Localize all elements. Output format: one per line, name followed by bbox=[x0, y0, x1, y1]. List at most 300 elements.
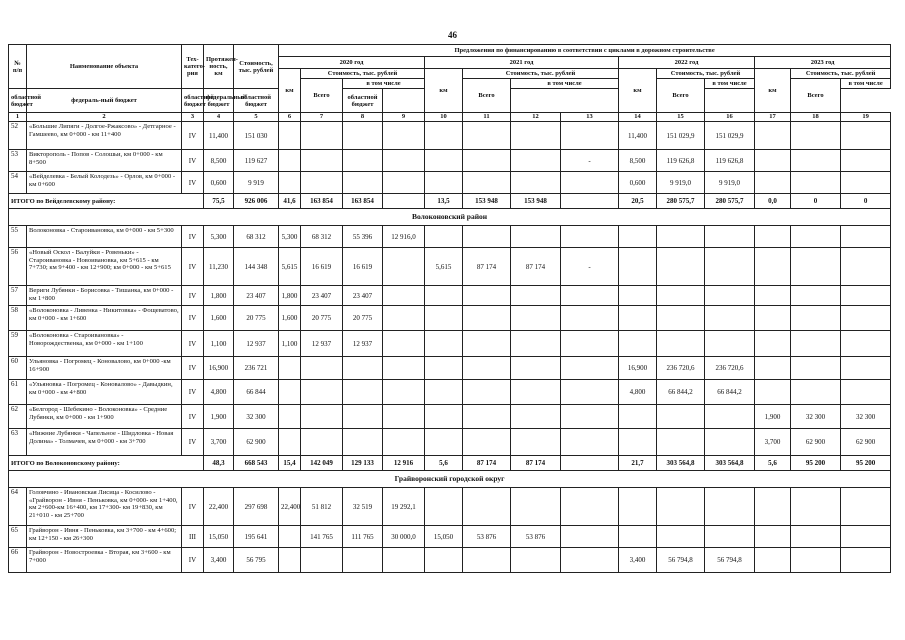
table-cell bbox=[755, 248, 791, 286]
table-cell bbox=[425, 286, 463, 306]
table-cell bbox=[301, 548, 343, 573]
header-total: Всего bbox=[657, 79, 705, 113]
table-cell bbox=[841, 488, 891, 526]
table-cell bbox=[511, 331, 561, 357]
table-cell: 56 794,8 bbox=[705, 548, 755, 573]
table-cell bbox=[511, 405, 561, 429]
table-cell: 12 916 bbox=[383, 456, 425, 471]
table-cell bbox=[463, 286, 511, 306]
length-km: 8,500 bbox=[204, 150, 234, 172]
table-cell: 87 174 bbox=[511, 248, 561, 286]
table-cell: 1,900 bbox=[755, 405, 791, 429]
header-total: Всего bbox=[791, 79, 841, 113]
object-name: Ульяновка - Погромец - Коноваловo, км 0+000 -км 16+900 bbox=[27, 357, 182, 380]
table-row bbox=[9, 150, 891, 172]
table-cell: 68 312 bbox=[301, 226, 343, 248]
table-cell bbox=[619, 306, 657, 331]
table-cell: 15,4 bbox=[279, 456, 301, 471]
table-cell bbox=[755, 172, 791, 194]
table-cell bbox=[561, 357, 619, 380]
table-cell bbox=[561, 456, 619, 471]
table-cell bbox=[657, 405, 705, 429]
table-cell bbox=[561, 286, 619, 306]
header-including: в том числе bbox=[511, 79, 619, 89]
total-row bbox=[9, 456, 891, 471]
table-row bbox=[9, 172, 891, 194]
table-row bbox=[9, 286, 891, 306]
header-including: в том числе bbox=[841, 79, 891, 89]
table-cell bbox=[791, 548, 841, 573]
table-cell: 163 854 bbox=[343, 194, 383, 209]
table-cell bbox=[511, 429, 561, 456]
tech-category: IV bbox=[182, 172, 204, 194]
table-cell: 30 000,0 bbox=[383, 526, 425, 548]
table-cell: 12 937 bbox=[301, 331, 343, 357]
table-cell bbox=[791, 248, 841, 286]
tech-category: IV bbox=[182, 357, 204, 380]
total-cost: 32 300 bbox=[234, 405, 279, 429]
table-cell bbox=[791, 306, 841, 331]
table-cell: 53 876 bbox=[511, 526, 561, 548]
table-cell bbox=[425, 357, 463, 380]
total-cost: 119 627 bbox=[234, 150, 279, 172]
table-cell bbox=[705, 226, 755, 248]
object-name: «Волоконовка - Ливенка - Никитовка» - Фощеватово, км 0+000 - км 1+600 bbox=[27, 306, 182, 331]
table-cell bbox=[343, 357, 383, 380]
total-row bbox=[9, 194, 891, 209]
table-cell bbox=[279, 526, 301, 548]
table-cell: 66 844,2 bbox=[657, 380, 705, 405]
length-km: 3,700 bbox=[204, 429, 234, 456]
column-index: 11 bbox=[463, 113, 511, 122]
row-number: 60 bbox=[9, 357, 27, 380]
table-cell bbox=[841, 380, 891, 405]
column-index: 15 bbox=[657, 113, 705, 122]
table-cell bbox=[619, 405, 657, 429]
table-cell bbox=[791, 286, 841, 306]
table-cell bbox=[755, 526, 791, 548]
table-cell: 153 948 bbox=[463, 194, 511, 209]
table-cell: 16 619 bbox=[301, 248, 343, 286]
table-cell bbox=[383, 429, 425, 456]
table-cell: 20,5 bbox=[619, 194, 657, 209]
table-cell bbox=[425, 380, 463, 405]
table-cell bbox=[279, 380, 301, 405]
header-regional: областной бюджет bbox=[343, 89, 383, 113]
table-cell bbox=[705, 405, 755, 429]
table-cell: 280 575,7 bbox=[657, 194, 705, 209]
table-cell: 8,500 bbox=[619, 150, 657, 172]
table-cell: - bbox=[561, 248, 619, 286]
table-cell bbox=[657, 429, 705, 456]
table-cell bbox=[383, 405, 425, 429]
table-cell bbox=[755, 306, 791, 331]
object-name: Волоконовка - Староивановка, км 0+000 - км 5+300 bbox=[27, 226, 182, 248]
table-cell bbox=[301, 357, 343, 380]
table-cell bbox=[343, 429, 383, 456]
table-cell bbox=[383, 172, 425, 194]
table-cell bbox=[463, 172, 511, 194]
header-name: Наименование объекта bbox=[27, 45, 182, 89]
table-cell: 9 919,0 bbox=[657, 172, 705, 194]
table-cell bbox=[841, 172, 891, 194]
tech-category: IV bbox=[182, 248, 204, 286]
total-cost: 62 900 bbox=[234, 429, 279, 456]
table-cell bbox=[301, 380, 343, 405]
table-cell: 15,050 bbox=[425, 526, 463, 548]
table-row bbox=[9, 488, 891, 526]
header-including: в том числе bbox=[343, 79, 425, 89]
table-cell: 11,400 bbox=[619, 122, 657, 150]
page-number: 46 bbox=[448, 30, 457, 40]
table-cell bbox=[279, 172, 301, 194]
section-row bbox=[9, 209, 891, 226]
table-cell bbox=[841, 122, 891, 150]
table-cell bbox=[705, 286, 755, 306]
table-cell: 1,600 bbox=[279, 306, 301, 331]
table-cell bbox=[791, 488, 841, 526]
length-km: 22,400 bbox=[204, 488, 234, 526]
table-cell bbox=[463, 488, 511, 526]
table-cell bbox=[425, 226, 463, 248]
total-cost: 20 775 bbox=[234, 306, 279, 331]
table-cell bbox=[463, 380, 511, 405]
table-cell bbox=[343, 380, 383, 405]
table-cell: 20 775 bbox=[301, 306, 343, 331]
table-cell: 163 854 bbox=[301, 194, 343, 209]
tech-category: IV bbox=[182, 226, 204, 248]
table-cell: 0 bbox=[791, 194, 841, 209]
table-cell bbox=[343, 405, 383, 429]
column-index: 19 bbox=[841, 113, 891, 122]
table-cell: 5,300 bbox=[279, 226, 301, 248]
tech-category: IV bbox=[182, 122, 204, 150]
table-cell bbox=[841, 226, 891, 248]
table-cell: 23 407 bbox=[301, 286, 343, 306]
table-cell bbox=[463, 226, 511, 248]
table-cell: 5,6 bbox=[755, 456, 791, 471]
table-cell bbox=[425, 488, 463, 526]
table-cell bbox=[425, 548, 463, 573]
table-cell: 151 029,9 bbox=[657, 122, 705, 150]
column-index: 16 bbox=[705, 113, 755, 122]
tech-category: IV bbox=[182, 405, 204, 429]
total-cost: 926 006 bbox=[234, 194, 279, 209]
table-cell bbox=[561, 488, 619, 526]
table-cell: 87 174 bbox=[511, 456, 561, 471]
row-number: 55 bbox=[9, 226, 27, 248]
tech-category: IV bbox=[182, 548, 204, 573]
table-cell bbox=[511, 380, 561, 405]
table-cell bbox=[561, 380, 619, 405]
table-row bbox=[9, 429, 891, 456]
table-cell: 142 049 bbox=[301, 456, 343, 471]
table-cell: 87 174 bbox=[463, 248, 511, 286]
header-regional: областной бюджет bbox=[182, 89, 204, 113]
total-length: 48,3 bbox=[204, 456, 234, 471]
table-cell bbox=[511, 306, 561, 331]
length-km: 5,300 bbox=[204, 226, 234, 248]
table-cell: 9 919,0 bbox=[705, 172, 755, 194]
table-cell bbox=[343, 548, 383, 573]
table-cell bbox=[511, 357, 561, 380]
table-cell bbox=[755, 331, 791, 357]
table-cell: 21,7 bbox=[619, 456, 657, 471]
column-index: 10 bbox=[425, 113, 463, 122]
table-row bbox=[9, 122, 891, 150]
tech-category: IV bbox=[182, 286, 204, 306]
total-cost: 297 698 bbox=[234, 488, 279, 526]
table-cell: 3,700 bbox=[755, 429, 791, 456]
table-cell bbox=[657, 306, 705, 331]
table-cell bbox=[279, 122, 301, 150]
object-name: «Нижние Лубянки - Чапельное - Шидловка - Новая Долина» - Толмачев, км 0+000 - км 3+700 bbox=[27, 429, 182, 456]
table-cell bbox=[463, 306, 511, 331]
row-number: 66 bbox=[9, 548, 27, 573]
table-cell bbox=[561, 194, 619, 209]
table-cell: 1,100 bbox=[279, 331, 301, 357]
column-index: 6 bbox=[279, 113, 301, 122]
table-cell bbox=[383, 150, 425, 172]
object-name: Викторополь - Попов - Солошьи, км 0+000 - км 8+500 bbox=[27, 150, 182, 172]
table-cell bbox=[705, 248, 755, 286]
object-name: «Большие Липяги - Долгое-Ржаксово» - Детгарное - Гамшеево, км 0+000 - км 11+400 bbox=[27, 122, 182, 150]
table-cell: 5,615 bbox=[425, 248, 463, 286]
total-cost: 23 407 bbox=[234, 286, 279, 306]
table-cell: 1,800 bbox=[279, 286, 301, 306]
table-header bbox=[9, 45, 891, 122]
table-cell bbox=[279, 150, 301, 172]
table-cell bbox=[705, 488, 755, 526]
tech-category: IV bbox=[182, 306, 204, 331]
column-index: 8 bbox=[343, 113, 383, 122]
header-total: Всего bbox=[463, 79, 511, 113]
table-cell bbox=[383, 548, 425, 573]
table-cell: 280 575,7 bbox=[705, 194, 755, 209]
object-name: Грайворон - Ивня - Пеньковка, км 3+700 - км 4+600; км 12+150 - км 26+300 bbox=[27, 526, 182, 548]
table-cell bbox=[657, 331, 705, 357]
table-cell bbox=[561, 172, 619, 194]
table-cell bbox=[619, 429, 657, 456]
table-cell bbox=[755, 488, 791, 526]
table-cell bbox=[755, 357, 791, 380]
length-km: 11,230 bbox=[204, 248, 234, 286]
total-cost: 68 312 bbox=[234, 226, 279, 248]
length-km: 11,400 bbox=[204, 122, 234, 150]
total-cost: 56 795 bbox=[234, 548, 279, 573]
row-number: 52 bbox=[9, 122, 27, 150]
length-km: 15,050 bbox=[204, 526, 234, 548]
table-cell: 119 626,8 bbox=[657, 150, 705, 172]
column-index: 7 bbox=[301, 113, 343, 122]
section-title: Грайворонский городской округ bbox=[9, 471, 891, 488]
table-cell: 12 916,0 bbox=[383, 226, 425, 248]
table-cell: 151 029,9 bbox=[705, 122, 755, 150]
table-cell bbox=[791, 526, 841, 548]
table-cell bbox=[463, 122, 511, 150]
header-federal: федераль-ный бюджет bbox=[27, 89, 182, 113]
table-cell bbox=[279, 548, 301, 573]
object-name: «Вейделевка - Белый Колодезь» - Орлов, км 0+000 - км 0+600 bbox=[27, 172, 182, 194]
row-number: 65 bbox=[9, 526, 27, 548]
total-cost: 236 721 bbox=[234, 357, 279, 380]
header-km: км bbox=[279, 69, 301, 113]
table-cell: 32 519 bbox=[343, 488, 383, 526]
column-index: 14 bbox=[619, 113, 657, 122]
header-year-2020: 2020 год bbox=[279, 57, 425, 69]
table-cell bbox=[561, 429, 619, 456]
table-cell: 0,0 bbox=[755, 194, 791, 209]
table-cell: 13,5 bbox=[425, 194, 463, 209]
header-proposed: Предложения по финансированию в соответствии с циклами в дорожном строительстве bbox=[279, 45, 891, 57]
length-km: 1,100 bbox=[204, 331, 234, 357]
table-cell bbox=[463, 429, 511, 456]
table-cell bbox=[425, 150, 463, 172]
table-cell: 0 bbox=[841, 194, 891, 209]
column-index: 9 bbox=[383, 113, 425, 122]
table-cell bbox=[657, 248, 705, 286]
total-cost: 66 844 bbox=[234, 380, 279, 405]
table-cell bbox=[619, 488, 657, 526]
table-cell bbox=[791, 357, 841, 380]
table-row bbox=[9, 306, 891, 331]
tech-category: IV bbox=[182, 150, 204, 172]
road-financing-table bbox=[8, 44, 891, 573]
table-row bbox=[9, 405, 891, 429]
table-cell bbox=[841, 286, 891, 306]
header-year-2021: 2021 год bbox=[425, 57, 619, 69]
table-cell: 4,800 bbox=[619, 380, 657, 405]
table-cell bbox=[619, 248, 657, 286]
table-cell bbox=[841, 306, 891, 331]
table-cell: 303 564,8 bbox=[657, 456, 705, 471]
table-cell bbox=[383, 194, 425, 209]
table-cell bbox=[657, 488, 705, 526]
table-cell: 53 876 bbox=[463, 526, 511, 548]
header-category: Тех-катего-рия bbox=[182, 45, 204, 89]
table-cell bbox=[619, 331, 657, 357]
table-cell: 66 844,2 bbox=[705, 380, 755, 405]
total-cost: 144 348 bbox=[234, 248, 279, 286]
table-cell: 32 300 bbox=[841, 405, 891, 429]
table-cell bbox=[561, 548, 619, 573]
table-body bbox=[9, 122, 891, 573]
column-index: 1 bbox=[9, 113, 27, 122]
table-cell bbox=[279, 357, 301, 380]
table-cell bbox=[511, 150, 561, 172]
object-name: «Белгород - Шебекино - Волоконовка» - Средние Лубянки, км 0+000 - км 1+900 bbox=[27, 405, 182, 429]
header-cost-sub: Стоимость, тыс. рублей bbox=[657, 69, 755, 79]
row-number: 63 bbox=[9, 429, 27, 456]
table-cell: 22,400 bbox=[279, 488, 301, 526]
header-federal: федеральный бюджет bbox=[204, 89, 234, 113]
table-row bbox=[9, 331, 891, 357]
column-index: 3 bbox=[182, 113, 204, 122]
table-cell bbox=[301, 429, 343, 456]
column-index: 12 bbox=[511, 113, 561, 122]
table-cell bbox=[383, 306, 425, 331]
table-cell bbox=[301, 122, 343, 150]
object-name: «Волоконовка - Староивановка» - Новорождественка, км 0+000 - км 1+100 bbox=[27, 331, 182, 357]
table-cell: 32 300 bbox=[791, 405, 841, 429]
total-cost: 195 641 bbox=[234, 526, 279, 548]
header-cost-sub: Стоимость, тыс. рублей bbox=[791, 69, 891, 79]
object-name: Грайворон - Новостроевка - Вторая, км 3+600 - км 7+000 bbox=[27, 548, 182, 573]
row-number: 54 bbox=[9, 172, 27, 194]
table-cell: 41,6 bbox=[279, 194, 301, 209]
table-cell: 87 174 bbox=[463, 456, 511, 471]
column-index: 18 bbox=[791, 113, 841, 122]
tech-category: IV bbox=[182, 488, 204, 526]
row-number: 57 bbox=[9, 286, 27, 306]
table-cell bbox=[383, 357, 425, 380]
table-row bbox=[9, 357, 891, 380]
table-cell: 55 396 bbox=[343, 226, 383, 248]
table-cell bbox=[343, 150, 383, 172]
table-row bbox=[9, 226, 891, 248]
table-cell bbox=[755, 150, 791, 172]
table-cell: 51 812 bbox=[301, 488, 343, 526]
row-number: 53 bbox=[9, 150, 27, 172]
table-cell bbox=[657, 226, 705, 248]
table-cell bbox=[657, 526, 705, 548]
table-cell: 23 407 bbox=[343, 286, 383, 306]
table-cell bbox=[463, 331, 511, 357]
table-cell: - bbox=[561, 150, 619, 172]
table-cell bbox=[561, 122, 619, 150]
table-cell bbox=[511, 226, 561, 248]
table-cell bbox=[619, 286, 657, 306]
column-index: 2 bbox=[27, 113, 182, 122]
table-row bbox=[9, 248, 891, 286]
table-cell bbox=[619, 226, 657, 248]
header-km: км bbox=[619, 69, 657, 113]
table-cell: 95 200 bbox=[791, 456, 841, 471]
total-cost: 9 919 bbox=[234, 172, 279, 194]
table-cell bbox=[755, 226, 791, 248]
length-km: 1,600 bbox=[204, 306, 234, 331]
length-km: 1,900 bbox=[204, 405, 234, 429]
table-cell bbox=[511, 122, 561, 150]
table-cell bbox=[561, 331, 619, 357]
header-year-2022: 2022 год bbox=[619, 57, 755, 69]
table-cell bbox=[705, 306, 755, 331]
section-title: Волоконовский район bbox=[9, 209, 891, 226]
length-km: 1,800 bbox=[204, 286, 234, 306]
tech-category: III bbox=[182, 526, 204, 548]
table-row bbox=[9, 380, 891, 405]
header-total: Всего bbox=[301, 79, 343, 113]
row-number: 56 bbox=[9, 248, 27, 286]
table-cell: 111 765 bbox=[343, 526, 383, 548]
table-cell bbox=[279, 429, 301, 456]
header-no: № п/п bbox=[9, 45, 27, 89]
column-index: 4 bbox=[204, 113, 234, 122]
object-name: «Новый Оскол - Валуйки - Ровеньки» - Староивановка - Новоивановка, км 5+615 - км 7+730; км 9+400 - км 12+900; км 0+000 - км 5+615 bbox=[27, 248, 182, 286]
table-cell: 3,400 bbox=[619, 548, 657, 573]
table-cell bbox=[561, 405, 619, 429]
table-cell bbox=[301, 150, 343, 172]
length-km: 4,800 bbox=[204, 380, 234, 405]
table-cell bbox=[511, 548, 561, 573]
table-cell: 119 626,8 bbox=[705, 150, 755, 172]
table-cell: 95 200 bbox=[841, 456, 891, 471]
table-cell: 20 775 bbox=[343, 306, 383, 331]
table-cell: 12 937 bbox=[343, 331, 383, 357]
table-cell: 56 794,8 bbox=[657, 548, 705, 573]
table-cell bbox=[383, 248, 425, 286]
table-cell bbox=[791, 150, 841, 172]
